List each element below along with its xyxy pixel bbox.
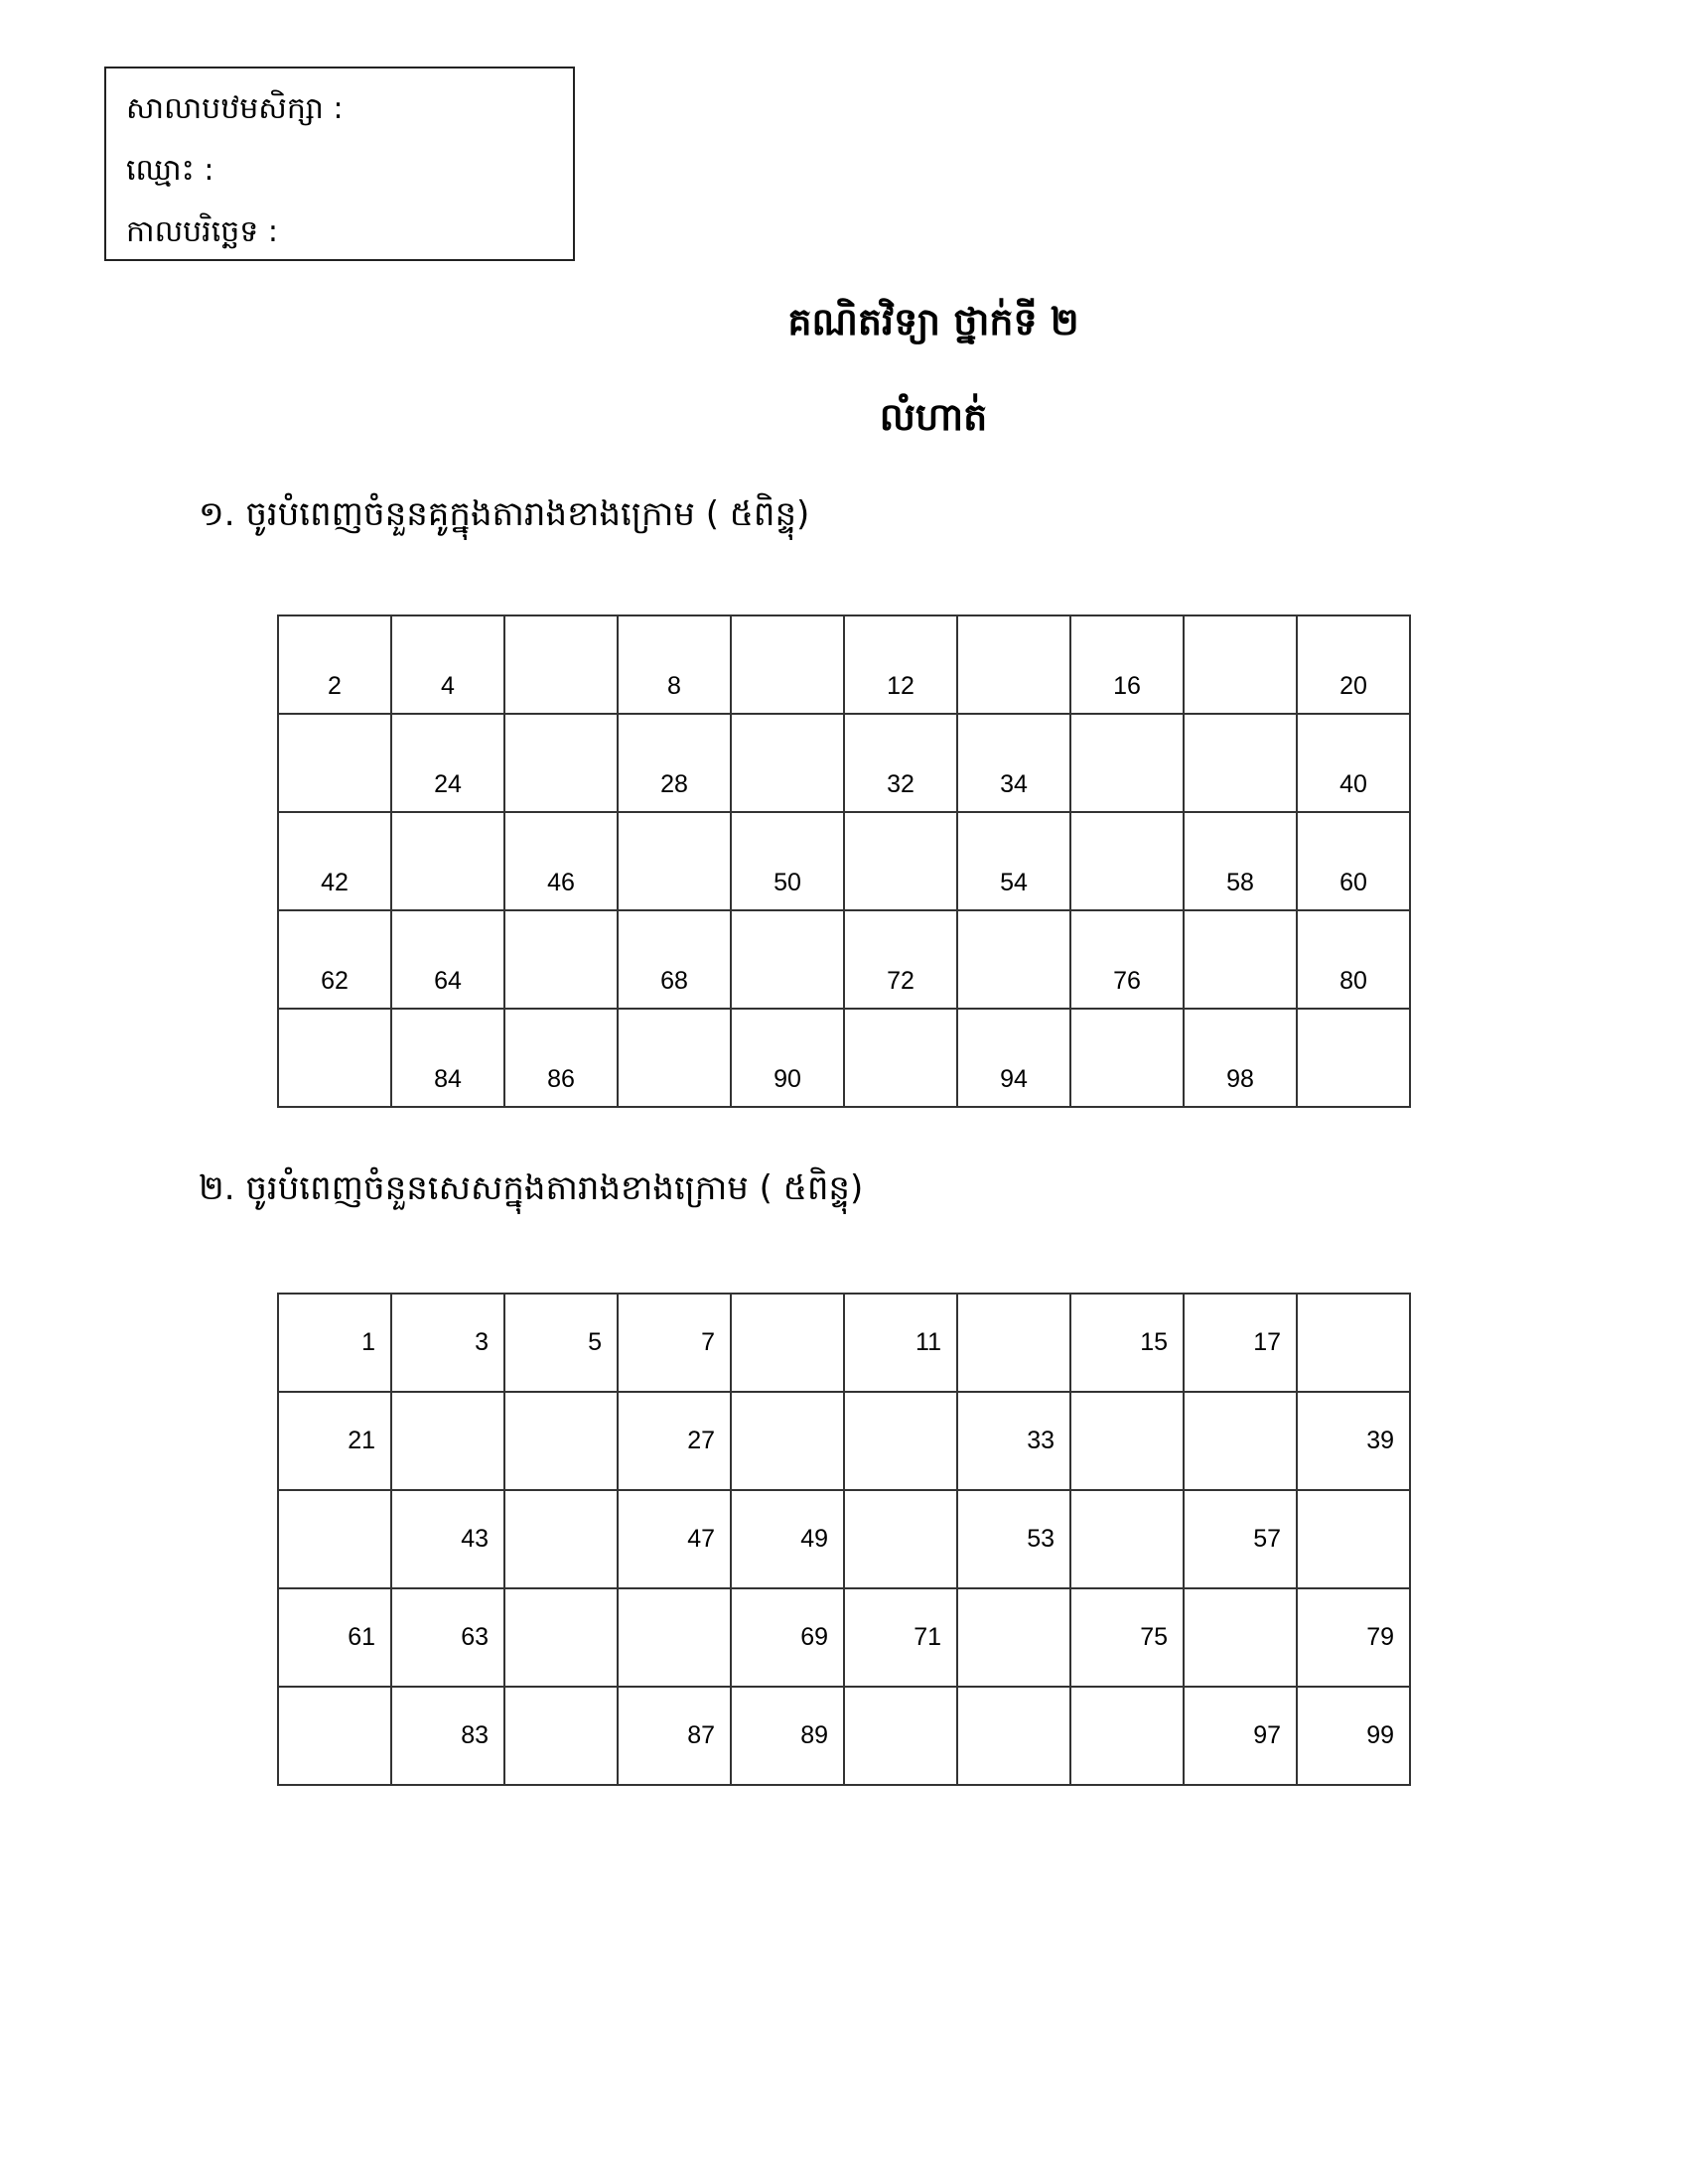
number-cell: 8 <box>618 615 731 714</box>
number-cell: 7 <box>618 1294 731 1392</box>
number-cell: 90 <box>731 1009 844 1107</box>
blank-cell[interactable] <box>1184 615 1297 714</box>
number-cell: 69 <box>731 1588 844 1687</box>
number-cell: 79 <box>1297 1588 1410 1687</box>
blank-cell[interactable] <box>278 1687 391 1785</box>
number-cell: 57 <box>1184 1490 1297 1588</box>
table-row <box>278 1588 1410 1687</box>
number-cell: 99 <box>1297 1687 1410 1785</box>
student-info-box <box>104 67 575 261</box>
number-cell: 17 <box>1184 1294 1297 1392</box>
number-cell: 42 <box>278 812 391 910</box>
number-cell: 89 <box>731 1687 844 1785</box>
blank-cell[interactable] <box>957 1294 1070 1392</box>
blank-cell[interactable] <box>1070 1490 1184 1588</box>
blank-cell[interactable] <box>957 910 1070 1009</box>
table-row <box>278 812 1410 910</box>
blank-cell[interactable] <box>844 1490 957 1588</box>
blank-cell[interactable] <box>731 1294 844 1392</box>
number-cell: 61 <box>278 1588 391 1687</box>
table-row <box>278 615 1410 714</box>
number-cell: 64 <box>391 910 504 1009</box>
blank-cell[interactable] <box>391 1392 504 1490</box>
number-cell: 12 <box>844 615 957 714</box>
exercise-2-instruction: ២. ចូរបំពេញចំនួនសេសក្នុងតារាងខាងក្រោម ( ៥ពិន្ទុ) <box>199 1168 864 1208</box>
odd-numbers-table <box>277 1293 1411 1786</box>
number-cell: 46 <box>504 812 618 910</box>
number-cell: 40 <box>1297 714 1410 812</box>
number-cell: 47 <box>618 1490 731 1588</box>
blank-cell[interactable] <box>618 1588 731 1687</box>
table-row <box>278 1490 1410 1588</box>
number-cell: 71 <box>844 1588 957 1687</box>
blank-cell[interactable] <box>844 812 957 910</box>
number-cell: 32 <box>844 714 957 812</box>
blank-cell[interactable] <box>504 615 618 714</box>
blank-cell[interactable] <box>1070 812 1184 910</box>
number-cell: 39 <box>1297 1392 1410 1490</box>
number-cell: 24 <box>391 714 504 812</box>
blank-cell[interactable] <box>278 1490 391 1588</box>
blank-cell[interactable] <box>504 1588 618 1687</box>
number-cell: 68 <box>618 910 731 1009</box>
number-cell: 53 <box>957 1490 1070 1588</box>
table-row <box>278 1392 1410 1490</box>
blank-cell[interactable] <box>504 910 618 1009</box>
number-cell: 94 <box>957 1009 1070 1107</box>
blank-cell[interactable] <box>731 910 844 1009</box>
number-cell: 75 <box>1070 1588 1184 1687</box>
table-row <box>278 1687 1410 1785</box>
blank-cell[interactable] <box>844 1009 957 1107</box>
blank-cell[interactable] <box>731 714 844 812</box>
page-subtitle: លំហាត់ <box>879 394 988 439</box>
blank-cell[interactable] <box>278 1009 391 1107</box>
number-cell: 21 <box>278 1392 391 1490</box>
number-cell: 34 <box>957 714 1070 812</box>
date-label: កាលបរិច្ឆេទ : <box>126 214 278 249</box>
number-cell: 86 <box>504 1009 618 1107</box>
blank-cell[interactable] <box>957 615 1070 714</box>
number-cell: 97 <box>1184 1687 1297 1785</box>
blank-cell[interactable] <box>1297 1294 1410 1392</box>
number-cell: 33 <box>957 1392 1070 1490</box>
blank-cell[interactable] <box>1070 1687 1184 1785</box>
blank-cell[interactable] <box>844 1392 957 1490</box>
blank-cell[interactable] <box>1184 910 1297 1009</box>
exercise-1-instruction: ១. ចូរបំពេញចំនួនគូក្នុងតារាងខាងក្រោម ( ៥ពិន្ទុ) <box>199 494 810 534</box>
number-cell: 80 <box>1297 910 1410 1009</box>
number-cell: 63 <box>391 1588 504 1687</box>
blank-cell[interactable] <box>504 1490 618 1588</box>
number-cell: 11 <box>844 1294 957 1392</box>
name-label: ឈ្មោះ : <box>126 153 214 188</box>
number-cell: 72 <box>844 910 957 1009</box>
number-cell: 84 <box>391 1009 504 1107</box>
number-cell: 27 <box>618 1392 731 1490</box>
number-cell: 54 <box>957 812 1070 910</box>
blank-cell[interactable] <box>1297 1490 1410 1588</box>
even-numbers-table <box>277 614 1411 1108</box>
number-cell: 98 <box>1184 1009 1297 1107</box>
number-cell: 4 <box>391 615 504 714</box>
number-cell: 28 <box>618 714 731 812</box>
number-cell: 58 <box>1184 812 1297 910</box>
number-cell: 60 <box>1297 812 1410 910</box>
number-cell: 5 <box>504 1294 618 1392</box>
blank-cell[interactable] <box>504 714 618 812</box>
blank-cell[interactable] <box>618 812 731 910</box>
number-cell: 2 <box>278 615 391 714</box>
blank-cell[interactable] <box>731 1392 844 1490</box>
number-cell: 20 <box>1297 615 1410 714</box>
blank-cell[interactable] <box>844 1687 957 1785</box>
number-cell: 43 <box>391 1490 504 1588</box>
table-row <box>278 910 1410 1009</box>
blank-cell[interactable] <box>618 1009 731 1107</box>
blank-cell[interactable] <box>1184 714 1297 812</box>
blank-cell[interactable] <box>504 1687 618 1785</box>
table-row <box>278 714 1410 812</box>
table-row <box>278 1294 1410 1392</box>
number-cell: 15 <box>1070 1294 1184 1392</box>
blank-cell[interactable] <box>504 1392 618 1490</box>
number-cell: 62 <box>278 910 391 1009</box>
blank-cell[interactable] <box>957 1588 1070 1687</box>
blank-cell[interactable] <box>278 714 391 812</box>
blank-cell[interactable] <box>1184 1392 1297 1490</box>
number-cell: 1 <box>278 1294 391 1392</box>
number-cell: 76 <box>1070 910 1184 1009</box>
blank-cell[interactable] <box>1184 1588 1297 1687</box>
blank-cell[interactable] <box>957 1687 1070 1785</box>
blank-cell[interactable] <box>1297 1009 1410 1107</box>
number-cell: 83 <box>391 1687 504 1785</box>
blank-cell[interactable] <box>1070 1009 1184 1107</box>
table-row <box>278 1009 1410 1107</box>
blank-cell[interactable] <box>391 812 504 910</box>
number-cell: 16 <box>1070 615 1184 714</box>
number-cell: 87 <box>618 1687 731 1785</box>
blank-cell[interactable] <box>731 615 844 714</box>
school-label: សាលាបឋមសិក្សា : <box>126 91 344 126</box>
number-cell: 3 <box>391 1294 504 1392</box>
number-cell: 50 <box>731 812 844 910</box>
blank-cell[interactable] <box>1070 1392 1184 1490</box>
blank-cell[interactable] <box>1070 714 1184 812</box>
number-cell: 49 <box>731 1490 844 1588</box>
page-title: គណិតវិទ្យា ថ្នាក់ទី ២ <box>787 299 1079 343</box>
